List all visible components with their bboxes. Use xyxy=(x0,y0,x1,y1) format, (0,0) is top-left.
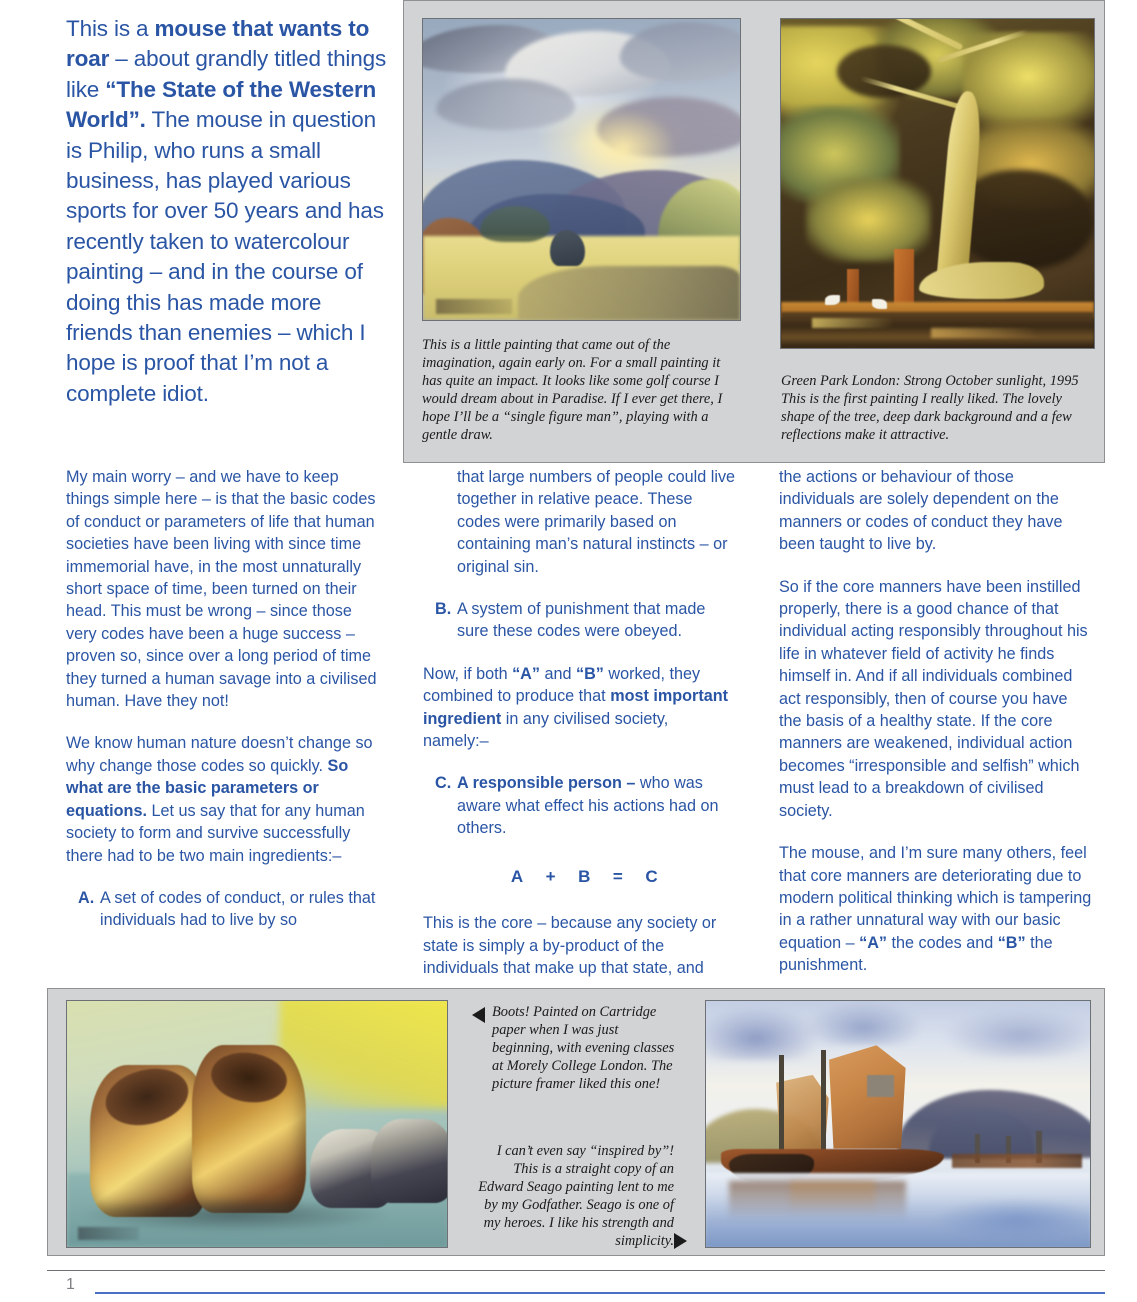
col2-now-b: and xyxy=(539,664,576,683)
col1-para-2-b: Let us say that for any human society to form and survive successfully there had to be two main ingredients:– xyxy=(66,801,365,865)
col3-para-3-b: the codes and xyxy=(887,933,998,952)
left-triangle-marker-icon xyxy=(472,1007,485,1023)
caption-green-park-london: Green Park London: Strong October sunlight, 1995 This is the first painting I really liked. The lovely shape of the tree, deep dark background and a few reflections make it attractive. xyxy=(781,373,1079,444)
list-marker-b: B. xyxy=(435,600,452,619)
equation-term-c: C xyxy=(645,866,659,886)
list-item-a xyxy=(66,887,379,932)
col3-para-3-bold-a: “A” xyxy=(859,933,887,952)
col3-para-3 xyxy=(779,842,1092,976)
painting-green-park-london xyxy=(780,18,1095,349)
col3-para-3-a: The mouse, and I’m sure many others, feel that core manners are deteriorating due to modern political thinking which is tampering in a rather unnatural way with our basic equation – xyxy=(779,844,1092,952)
core-equation xyxy=(423,866,736,888)
list-item-a-continuation: that large numbers of people could live together in relative peace. These codes were primarily based on containing man’s natural instincts – or original sin. xyxy=(457,468,736,576)
painting-imaginary-landscape xyxy=(422,18,741,321)
col2-now-bold-a: “A” xyxy=(512,664,540,683)
col3-para-2: So if the core manners have been instilled properly, there is a good chance of that individual acting responsibly throughout his life in whatever field of activity he finds himself in. And if all individuals combined act responsibly, then of course you have the basis of a healthy state. If the core manners are weakened, individual action becomes “irresponsible and selfish” which must lead to a breakdown of civilised society. xyxy=(779,577,1088,820)
list-text-c: who was aware what effect his actions had on others. xyxy=(457,774,719,838)
intro-seg-4: The mouse in question is Philip, who runs a small business, has played various sports for over 50 years and has recently taken to watercolour painting – and in the course of doing this has made more friends than enemies – which I hope is proof that I’m not a complete idiot. xyxy=(66,107,384,406)
equation-term-a: A xyxy=(510,866,524,886)
equation-plus: + xyxy=(545,866,557,886)
col2-now-bold-c: most important ingredient xyxy=(423,687,728,728)
body-column-2 xyxy=(423,466,736,979)
body-column-3 xyxy=(779,466,1092,977)
caption-boots: Boots! Painted on Cartridge paper when I was just beginning, with evening classes at Morely College London. The picture framer liked this one! xyxy=(492,1004,675,1093)
col1-para-2 xyxy=(66,732,379,866)
col2-now-bold-b: “B” xyxy=(575,664,604,683)
list-text-a: A set of codes of conduct, or rules that individuals had to live by so xyxy=(100,888,376,930)
col3-para-1: the actions or behaviour of those individuals are solely dependent on the manners or codes of conduct they have been taught to live by. xyxy=(779,468,1063,554)
equation-term-b: B xyxy=(578,866,591,886)
caption-imaginary-landscape: This is a little painting that came out of the imagination, again early on. For a small painting it has quite an impact. It looks like some golf course I would dream about in Paradise. If I ever get there, I hope I’ll be a “single figure man”, playing with a gentle draw. xyxy=(422,337,723,444)
page-number: 1 xyxy=(66,1276,75,1293)
list-text-c-bold: A responsible person – xyxy=(457,774,636,793)
intro-paragraph xyxy=(66,14,388,409)
col2-para-core: This is the core – because any society or state is simply a by-product of the individuals that make up that state, and xyxy=(423,914,717,977)
col2-now-c: worked, they combined to produce that xyxy=(423,664,701,706)
col1-para-2-bold: So what are the basic parameters or equations. xyxy=(66,756,349,820)
col3-para-3-c: the punishment. xyxy=(779,933,1053,975)
list-marker-c: C. xyxy=(435,774,452,793)
list-item-b xyxy=(423,598,736,643)
list-text-b: A system of punishment that made sure these codes were obeyed. xyxy=(457,600,706,641)
body-column-1 xyxy=(66,466,379,952)
col3-para-3-bold-b: “B” xyxy=(997,933,1026,952)
painting-boots xyxy=(66,1000,448,1248)
intro-seg-2: – about grandly titled things like xyxy=(66,46,387,102)
col2-now-a: Now, if both xyxy=(423,664,513,683)
painting-junk-boats xyxy=(705,1000,1091,1248)
footer-rule-blue xyxy=(95,1292,1105,1294)
caption-junk-boats: I can’t even say “inspired by”! This is a straight copy of an Edward Seago painting lent to me by my Godfather. Seago is one of my heroes. I like his strength and simplicity. xyxy=(478,1143,674,1250)
equation-equals: = xyxy=(612,866,624,886)
col1-para-1: My main worry – and we have to keep things simple here – is that the basic codes of conduct or parameters of life that human societies have been living with since time immemorial have, in the most unnaturally short space of time, been turned on their head. This must be wrong – since those very codes have been a huge success – proven so, since over a long period of time they turned a human savage into a civilised human. Have they not! xyxy=(66,468,377,711)
intro-seg-0: This is a xyxy=(66,16,155,41)
list-item-c xyxy=(423,772,736,839)
col1-para-2-a: We know human nature doesn’t change so why change those codes so quickly. xyxy=(66,734,373,775)
col2-now-d: in any civilised society, namely:– xyxy=(423,709,669,751)
intro-seg-1: mouse that wants to roar xyxy=(66,16,370,72)
list-marker-a: A. xyxy=(78,888,95,907)
right-triangle-marker-icon xyxy=(674,1233,687,1249)
footer-rule-top xyxy=(47,1270,1105,1271)
intro-seg-3: “The State of the Western World”. xyxy=(66,76,377,133)
col2-para-now xyxy=(423,663,736,753)
